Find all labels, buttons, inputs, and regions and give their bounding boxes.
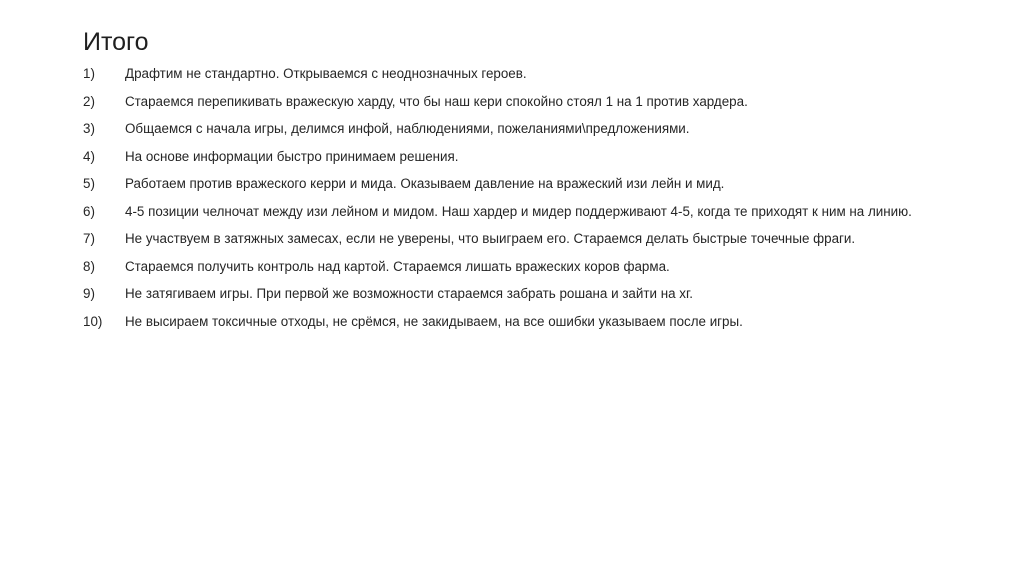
slide-title: Итого	[83, 28, 149, 56]
list-item-number: 7)	[83, 231, 95, 246]
list-item-number: 6)	[83, 203, 95, 219]
list-item-text: Драфтим не стандартно. Открываемся с неоднозначных героев.	[125, 66, 527, 81]
list-item-text: Работаем против вражеского керри и мида. Оказываем давление на вражеский изи лейн и мид.	[125, 176, 725, 191]
list-item-text: Не участвуем в затяжных замесах, если не уверены, что выиграем его. Стараемся делать быстрые точечные фраги.	[125, 231, 856, 246]
list-item-number: 4)	[83, 148, 95, 164]
list-item	[83, 314, 953, 329]
list-item	[83, 66, 953, 81]
list-item	[83, 204, 953, 219]
list-item	[83, 176, 953, 191]
list-item-number: 10)	[83, 313, 103, 329]
list-item-number: 5)	[83, 176, 95, 191]
list-item	[83, 286, 953, 301]
list-item-text: Не высираем токсичные отходы, не срёмся, не закидываем, на все ошибки указываем после игры.	[125, 313, 743, 329]
list-item-text: Стараемся получить контроль над картой. Стараемся лишать вражеских коров фарма.	[125, 258, 670, 274]
list-item-text: Общаемся с начала игры, делимся инфой, наблюдениями, пожеланиями\предложениями.	[125, 121, 690, 136]
summary-list	[83, 66, 953, 341]
list-item-number: 8)	[83, 258, 95, 274]
list-item-text: 4-5 позиции челночат между изи лейном и мидом. Наш хардер и мидер поддерживают 4-5, когда те приходят к ним на линию.	[125, 203, 912, 219]
list-item-number: 1)	[83, 66, 95, 81]
list-item-text: Стараемся перепикивать вражескую харду, что бы наш кери спокойно стоял 1 на 1 против хардера.	[125, 93, 748, 109]
list-item	[83, 94, 953, 109]
list-item-number: 3)	[83, 121, 95, 136]
list-item-text: На основе информации быстро принимаем решения.	[125, 148, 459, 164]
list-item	[83, 231, 953, 246]
list-item	[83, 121, 953, 136]
list-item-text: Не затягиваем игры. При первой же возможности стараемся забрать рошана и зайти на хг.	[125, 286, 693, 301]
list-item-number: 9)	[83, 286, 95, 301]
list-item	[83, 149, 953, 164]
list-item	[83, 259, 953, 274]
list-item-number: 2)	[83, 93, 95, 109]
